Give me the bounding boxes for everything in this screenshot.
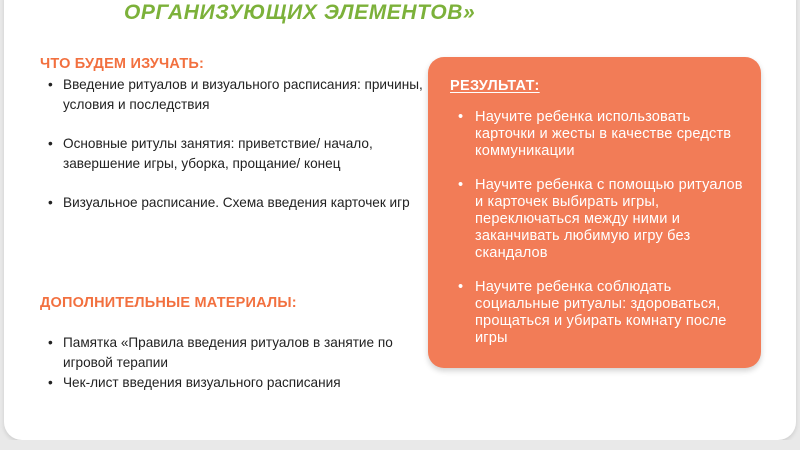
bullet-icon: • [458, 109, 464, 125]
result-list [458, 109, 754, 364]
bullet-icon: • [48, 136, 53, 151]
extra-list-item [46, 373, 426, 393]
result-list-item [458, 279, 754, 347]
result-item-text: Научите ребенка использовать карточки и жесты в качестве средств коммуникации [475, 109, 732, 159]
study-list-item [46, 75, 426, 115]
bullet-icon: • [458, 279, 464, 295]
study-heading: ЧТО БУДЕМ ИЗУЧАТЬ: [40, 56, 205, 72]
extra-item-text: Памятка «Правила введения ритуалов в занятие по игровой терапии [63, 335, 393, 370]
extra-materials-list [46, 333, 426, 393]
result-list-item [458, 109, 754, 160]
study-list-item [46, 193, 426, 213]
extra-item-text: Чек-лист введения визуального расписания [63, 375, 341, 390]
result-list-item [458, 177, 754, 262]
bullet-icon: • [48, 335, 53, 350]
result-box [428, 57, 761, 368]
bottom-margin [0, 440, 800, 450]
bullet-icon: • [48, 77, 53, 92]
study-item-text: Визуальное расписание. Схема введения карточек игр [63, 195, 410, 210]
result-heading: РЕЗУЛЬТАТ: [450, 78, 540, 94]
result-item-text: Научите ребенка соблюдать социальные ритуалы: здороваться, прощаться и убирать комнату после игры [475, 279, 727, 346]
bullet-icon: • [48, 195, 53, 210]
extra-materials-heading: ДОПОЛНИТЕЛЬНЫЕ МАТЕРИАЛЫ: [40, 295, 297, 311]
extra-list-item [46, 333, 426, 373]
page-title: ОРГАНИЗУЮЩИХ ЭЛЕМЕНТОВ» [124, 1, 476, 24]
study-list-item [46, 134, 426, 174]
study-item-text: Основные ритулы занятия: приветствие/ начало, завершение игры, уборка, прощание/ конец [63, 136, 373, 171]
study-list [46, 75, 426, 232]
bullet-icon: • [458, 177, 464, 193]
study-item-text: Введение ритуалов и визуального расписания: причины, условия и последствия [63, 77, 423, 112]
bullet-icon: • [48, 375, 53, 390]
result-item-text: Научите ребенка с помощью ритуалов и карточек выбирать игры, переключаться между ними и заканчивать любимую игру без скандалов [475, 177, 743, 261]
